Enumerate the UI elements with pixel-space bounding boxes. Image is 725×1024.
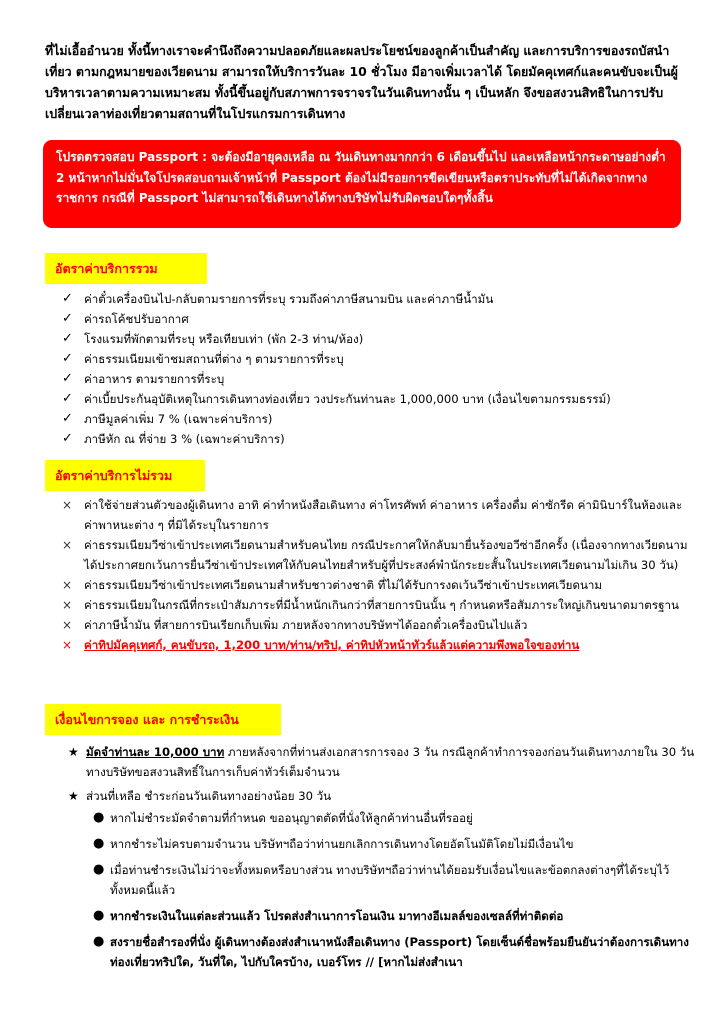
- included-heading: อัตราค่าบริการรวม: [45, 253, 207, 284]
- cross-icon: ×: [62, 498, 73, 512]
- check-icon: ✓: [62, 391, 73, 406]
- list-item: ✓ ค่าเบี้ยประกันอุบัติเหตุในการเดินทางท่องเที่ยว วงประกันท่านละ 1,000,000 บาท (เงื่อนไขตามกรรมธรรม์): [62, 389, 692, 409]
- bullet-icon: ●: [93, 836, 105, 851]
- list-item: ✓ ค่าตั๋วเครื่องบินไป-กลับตามรายการที่ระบุ รวมถึงค่าภาษีสนามบิน และค่าภาษีน้ำมัน: [62, 289, 692, 309]
- sub-list-item: ● เมื่อท่านชำระเงินไม่ว่าจะทั้งหมดหรือบางส่วน ทางบริษัทฯถือว่าท่านได้ยอมรับเงื่อนไขและข้อตกลงต่างๆที่ได้ระบุไว้ทั้งหมดนี้แล้ว: [93, 862, 670, 897]
- check-icon: ✓: [62, 371, 73, 386]
- sub-list-item: ● หากชำระไม่ครบตามจำนวน บริษัทฯถือว่าท่านยกเลิกการเดินทางโดยอัตโนมัติโดยไม่มีเงื่อนไข: [86, 834, 698, 854]
- star-icon: ★: [68, 789, 79, 803]
- intro-paragraph: ที่ไม่เอื้ออำนวย ทั้งนี้ทางเราจะคำนึงถึงความปลอดภัยและผลประโยชน์ของลูกค้าเป็นสำคัญ และการบริการของรถบัสนำเที่ยว ตามกฎหมายของเวียดนาม สามารถให้บริการวันละ 10 ชั่วโมง มีอาจเพิ่มเวลาได้ โดยมัคคุเทศก์และคนขับจะเป็นผู้บริหารเวลาตามความเหมาะสม ทั้งนี้ขึ้นอยู่กับสภาพการจราจรในวันเดินทางนั้น ๆ เป็นหลัก จึงขอสงวนสิทธิในการปรับเปลี่ยนเวลาท่องเที่ยวตามสถานที่ในโปรแกรมการเดินทาง: [45, 43, 678, 121]
- cross-icon: ×: [62, 598, 73, 612]
- check-icon: ✓: [62, 411, 73, 426]
- check-icon: ✓: [62, 351, 73, 366]
- list-item: ✓ ภาษีหัก ณ ที่จ่าย 3 % (เฉพาะค่าบริการ): [62, 429, 692, 449]
- list-item: ✓ โรงแรมที่พักตามที่ระบุ หรือเทียบเท่า (พัก 2-3 ท่าน/ห้อง): [62, 329, 692, 349]
- list-item: ★ มัดจำท่านละ 10,000 บาท ภายหลังจากที่ท่านส่งเอกสารการจอง 3 วัน กรณีลูกค้าทำการจองก่อนวันเดินทางภายใน 30 วัน ทางบริษัทขอสงวนสิทธิ์ในการเก็บค่าทัวร์เต็มจำนวน: [68, 742, 698, 782]
- star-icon: ★: [68, 745, 79, 759]
- cross-icon: ×: [62, 578, 73, 592]
- check-icon: ✓: [62, 291, 73, 306]
- list-item: × ค่าทิปมัคคุเทศก์, คนขับรถ, 1,200 บาท/ท่าน/ทริป, ค่าทิปหัวหน้าทัวร์แล้วแต่ความพึงพอใจของท่าน: [62, 635, 692, 655]
- list-item: × ค่าธรรมเนียมวีซ่าเข้าประเทศเวียดนามสำหรับชาวต่างชาติ ที่ไม่ได้รับการงดเว้นวีซ่าเข้าประเทศเวียดนาม: [62, 575, 692, 595]
- sub-list-item: ● หากชำระเงินในแต่ละส่วนแล้ว โปรดส่งสำเนาการโอนเงิน มาทางอีเมลล์ของเซลล์ที่ท่าติดต่อ: [86, 906, 698, 926]
- list-item: ★ ส่วนที่เหลือ ชำระก่อนวันเดินทางอย่างน้อย 30 วัน ● หากไม่ชำระมัดจำตามที่กำหนด ขออนุญาตตัดที่นั่งให้ลูกค้าท่านอื่นที่รออยู่ ● หากชำระไม่ครบตามจำนวน บริษัทฯถือว่าท่านยกเลิกการเดินทางโดยอัตโนมัติโดยไม่มีเงื่อนไข ● เมื่อท่านชำระเงินไม่ว่าจะทั้งหมดหรือบางส่วน ทางบริษัทฯถือว่าท่านได้ยอมรับเงื่อนไขและข้อตกลงต่างๆที่ได้ระบุไว้ทั้งหมดนี้แล้ว ● หากชำระเงินในแต่ละส่วนแล้ว โปรดส่งสำเนาการโอนเงิน มาทางอีเมลล์ของเซลล์ที่ท่าติดต่อ ● สงรายชื่อสำรองที่นั่ง ผู้เดินทางต้องส่งสำเนาหนังสือเดินทาง (Passport) โดยเซ็นต์ชื่อพร้อมยืนยันว่าต้องการเดินทางท่องเที่ยวทริปใด, วันที่ใด, ไปกับใครบ้าง, เบอร์โทร // [หากไม่ส่งสำเนา: [68, 786, 698, 972]
- list-item: ✓ ค่าอาหาร ตามรายการที่ระบุ: [62, 369, 692, 389]
- check-icon: ✓: [62, 431, 73, 446]
- sub-list-item: ● หากไม่ชำระมัดจำตามที่กำหนด ขออนุญาตตัดที่นั่งให้ลูกค้าท่านอื่นที่รออยู่: [86, 808, 698, 828]
- list-item: × ค่าธรรมเนียมวีซ่าเข้าประเทศเวียดนามสำหรับคนไทย กรณีประกาศให้กลับมายื่นร้องขอวีซ่าอีกครั้ง (เนื่องจากทางเวียดนามได้ประกาศยกเว้นการยื่นวีซ่าเข้าประเทศให้กับคนไทยสำหรับผู้ที่ประสงค์พำนักระยะสั้นในประเทศเวียดนามไม่เกิน 30 วัน): [62, 535, 692, 575]
- excluded-heading: อัตราค่าบริการไม่รวม: [45, 460, 205, 491]
- deposit-amount: มัดจำท่านละ 10,000 บาท: [86, 745, 225, 759]
- bullet-icon: ●: [93, 862, 105, 877]
- conditions-heading: เงื่อนไขการจอง และ การชำระเงิน: [45, 704, 281, 735]
- list-item: ✓ ค่ารถโค้ชปรับอากาศ: [62, 309, 692, 329]
- excluded-list: [62, 495, 692, 655]
- bullet-icon: ●: [93, 934, 105, 949]
- conditions-list: [68, 742, 698, 978]
- included-list: [62, 289, 692, 449]
- list-item: × ค่าภาษีน้ำมัน ที่สายการบินเรียกเก็บเพิ่ม ภายหลังจากทางบริษัทฯได้ออกตั๋วเครื่องบินไปแล้ว: [62, 615, 692, 635]
- bullet-icon: ●: [93, 908, 105, 923]
- sub-list-item: ● สงรายชื่อสำรองที่นั่ง ผู้เดินทางต้องส่งสำเนาหนังสือเดินทาง (Passport) โดยเซ็นต์ชื่อพร้อมยืนยันว่าต้องการเดินทางท่องเที่ยวทริปใด, วันที่ใด, ไปกับใครบ้าง, เบอร์โทร // [หากไม่ส่งสำเนา: [93, 934, 689, 969]
- check-icon: ✓: [62, 331, 73, 346]
- list-item: × ค่าธรรมเนียมในกรณีที่กระเป๋าสัมภาระที่มีน้ำหนักเกินกว่าที่สายการบินนั้น ๆ กำหนดหรือสัมภาระใหญ่เกินขนาดมาตรฐาน: [62, 595, 692, 615]
- passport-warning-box: โปรดตรวจสอบ Passport : จะต้องมีอายุคงเหลือ ณ วันเดินทางมากกว่า 6 เดือนขึ้นไป และเหลือหน้ากระดาษอย่างต่ำ 2 หน้าหากไม่มั่นใจโปรดสอบถามเจ้าหน้าที่ Passport ต้องไม่มีรอยการขีดเขียนหรือตราประทับที่ไม่ได้เกิดจากทางราชการ กรณีที่ Passport ไม่สามารถใช้เดินทางได้ทางบริษัทไม่รับผิดชอบใดๆทั้งสิ้น: [43, 140, 681, 228]
- cross-icon: ×: [62, 538, 73, 552]
- list-item: ✓ ค่าธรรมเนียมเข้าชมสถานที่ต่าง ๆ ตามรายการที่ระบุ: [62, 349, 692, 369]
- cross-icon: ×: [62, 618, 73, 632]
- cross-icon: ×: [62, 638, 73, 652]
- list-item: × ค่าใช้จ่ายส่วนตัวของผู้เดินทาง อาทิ ค่าทำหนังสือเดินทาง ค่าโทรศัพท์ ค่าอาหาร เครื่องดื่ม ค่าซักรีด ค่ามินิบาร์ในห้องและค่าพาหนะต่าง ๆ ที่มิได้ระบุในรายการ: [62, 495, 692, 535]
- bullet-icon: ●: [93, 810, 105, 825]
- list-item: ✓ ภาษีมูลค่าเพิ่ม 7 % (เฉพาะค่าบริการ): [62, 409, 692, 429]
- balance-sub-list: [86, 808, 698, 972]
- check-icon: ✓: [62, 311, 73, 326]
